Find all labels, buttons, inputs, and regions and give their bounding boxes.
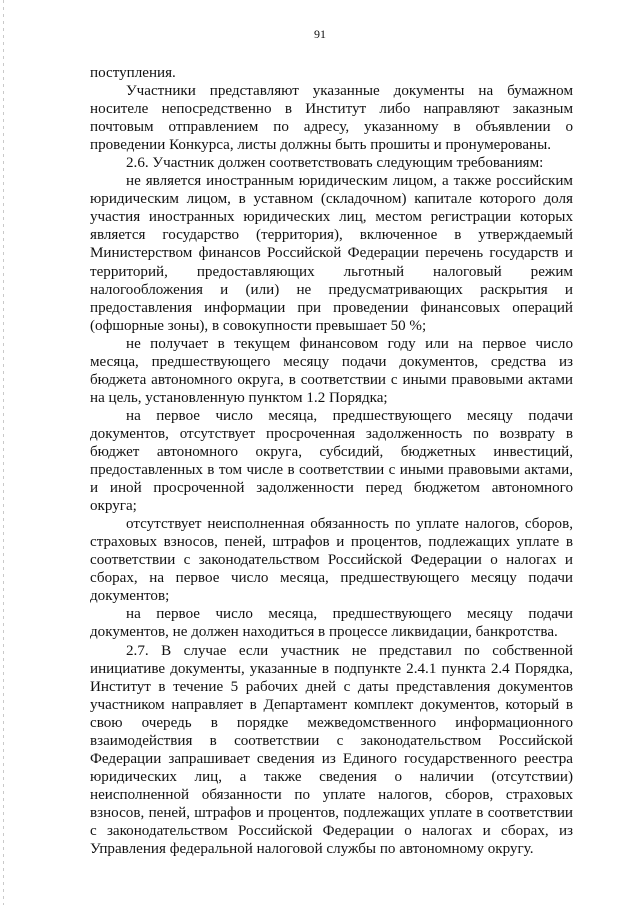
document-body [90,64,573,858]
requirement-no-tax-arrears: отсутствует неисполненная обязанность по уплате налогов, сборов, страховых взносов, пеней, штрафов и процентов, подлежащих уплате в соответствии с законодательством Российской Федерации о налогах и сборах, на первое число месяца, предшествующего месяцу подачи документов; [90,516,573,605]
paragraph-submission-method: Участники представляют указанные документы на бумажном носителе непосредственно в Институт либо направляют заказным почтовым отправлением по адресу, указанному в объявлении о проведении Конкурса, листы должны быть прошиты и пронумерованы. [90,83,573,154]
paragraph-continuation: поступления. [90,65,176,81]
requirement-no-liquidation: на первое число месяца, предшествующего месяцу подачи документов, не должен находиться в процессе ликвидации, банкротства. [90,606,573,641]
requirement-no-budget-funds: не получает в текущем финансовом году или на первое число месяца, предшествующего месяцу подачи документов, средства из бюджета автономного округа, в соответствии с иными правовыми актами на цель, установленную пунктом 1.2 Порядка; [90,335,573,406]
paragraph-section-2-7: 2.7. В случае если участник не представил по собственной инициативе документы, указанные в подпункте 2.4.1 пункта 2.4 Порядка, Институт в течение 5 рабочих дней с даты представления документов участником направляет в Департамент комплект документов, который в свою очередь в порядке межведомственного информационного взаимодействия в соответствии с законодательством Российской Федерации запрашивает сведения из Единого государственного реестра юридических лиц, а также сведения о наличии (отсутствии) неисполненной обязанности по уплате налогов, сборов, страховых взносов, пеней, штрафов и процентов, подлежащих уплате в соответствии с законодательством Российской Федерации о налогах и сборах, из Управления федеральной налоговой службы по автономному округу. [90,642,573,858]
page-number: 91 [314,27,326,41]
paragraph-section-2-6: 2.6. Участник должен соответствовать следующим требованиям: [126,155,544,172]
scan-edge-line [3,0,4,905]
requirement-not-foreign: не является иностранным юридическим лицом, а также российским юридическим лицом, в уставном (складочном) капитале которого доля участия иностранных юридических лиц, местом регистрации которых является государство (территория), включенное в утверждаемый Министерством финансов Российской Федерации перечень государств и территорий, предоставляющих льготный налоговый режим налогообложения и (или) не предусматривающих раскрытия и предоставления информации при проведении финансовых операций (офшорные зоны), в совокупности превышает 50 %; [90,173,573,334]
requirement-no-overdue-debt: на первое число месяца, предшествующего месяцу подачи документов, отсутствует просроченная задолженность по возврату в бюджет автономного округа, субсидий, бюджетных инвестиций, предоставленных в том числе в соответствии с иными правовыми актами, и иной просроченной задолженности перед бюджетом автономного округа; [90,407,573,515]
